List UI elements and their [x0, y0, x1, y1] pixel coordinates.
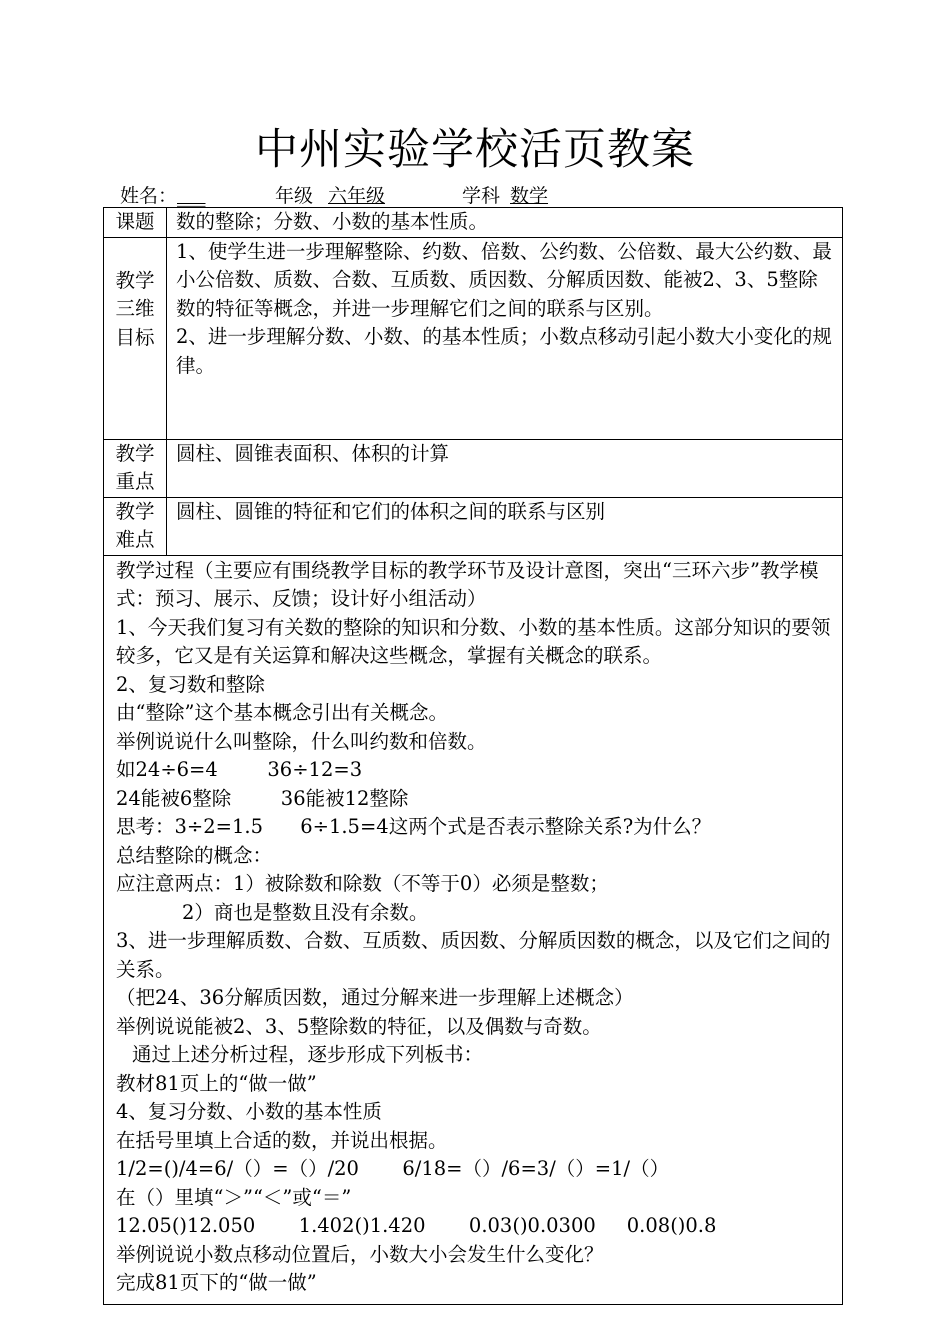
process-paragraph: 1、今天我们复习有关数的整除的知识和分数、小数的基本性质。这部分知识的要领较多，它又是有关运算和解决这些概念，掌握有关概念的联系。 — [116, 615, 831, 667]
process-line: 思考：3÷2=1.5 6÷1.5=4这两个式是否表示整除关系?为什么？ — [116, 815, 712, 838]
lesson-plan-table — [103, 207, 843, 1305]
process-line: 如24÷6=4 36÷12=3 — [116, 758, 363, 781]
process-line: 举例说说什么叫整除，什么叫约数和倍数。 — [116, 729, 487, 753]
process-line: （把24、36分解质因数，通过分解来进一步理解上述概念） — [116, 986, 634, 1009]
process-line: 举例说说能被2、3、5整除数的特征，以及偶数与奇数。 — [116, 1014, 602, 1038]
process-line: 12.05()12.050 1.402()1.420 0.03()0.0300 0.08()0.8 — [116, 1214, 717, 1237]
process-line: 1/2=()/4=6/（）=（）/20 6/18=（）/6=3/（）=1/（） — [116, 1157, 670, 1180]
subject-label: 学科 — [462, 185, 501, 207]
process-line: 完成81页下的“做一做” — [116, 1271, 317, 1294]
key-points-row — [104, 439, 843, 497]
difficulty-row — [104, 497, 843, 555]
process-heading: 教学过程（主要应有围绕教学目标的教学环节及设计意图，突出“三环六步”教学模式：预习、展示、反馈；设计好小组活动） — [116, 558, 819, 610]
process-line: 2）商也是整数且没有余数。 — [182, 900, 429, 924]
page-title: 中州实验学校活页教案 — [255, 125, 695, 175]
goals-label-line: 三维 — [115, 297, 155, 320]
key-points-label-line: 教学 — [115, 441, 155, 465]
process-line: 应注意两点：1）被除数和除数（不等于0）必须是整数； — [116, 872, 609, 895]
difficulty-label-line: 难点 — [115, 528, 155, 551]
process-line: 在括号里填上合适的数，并说出根据。 — [116, 1128, 448, 1152]
process-line: 在（）里填“＞”“＜”或“＝” — [116, 1185, 352, 1209]
process-line: 24能被6整除 36能被12整除 — [116, 786, 409, 810]
difficulty-label-line: 教学 — [115, 499, 155, 523]
process-line: 教材81页上的“做一做” — [116, 1071, 317, 1095]
name-label: 姓名： — [120, 185, 178, 207]
difficulty-content: 圆柱、圆锥的特征和它们的体积之间的联系与区别 — [167, 497, 843, 555]
process-line: 2、复习数和整除 — [116, 672, 265, 696]
goals-row — [104, 237, 843, 439]
grade-label: 年级 — [275, 185, 314, 207]
topic-row — [104, 208, 843, 238]
process-line: 总结整除的概念： — [116, 843, 273, 867]
process-content — [104, 555, 843, 1304]
grade-value: 六年级 — [328, 185, 386, 207]
process-paragraph: 3、进一步理解质数、合数、互质数、质因数、分解质因数的概念，以及它们之间的关系。 — [116, 929, 831, 981]
goals-paragraph-2: 2、进一步理解分数、小数、的基本性质；小数点移动引起小数大小变化的规律。 — [176, 325, 832, 377]
process-row — [104, 555, 843, 1304]
process-line: 举例说说小数点移动位置后，小数大小会发生什么变化？ — [116, 1242, 604, 1266]
key-points-content: 圆柱、圆锥表面积、体积的计算 — [167, 439, 843, 497]
name-value: ___ — [177, 185, 206, 207]
process-line: 4、复习分数、小数的基本性质 — [116, 1100, 382, 1123]
goals-label-line: 目标 — [115, 325, 155, 349]
subject-value: 数学 — [510, 185, 549, 207]
goals-paragraph-1: 1、使学生进一步理解整除、约数、倍数、公约数、公倍数、最大公约数、最小公倍数、质数、合数、互质数、质因数、分解质因数、能被2、3、5整除数的特征等概念，并进一步理解它们之间的联系与区别。 — [176, 239, 832, 320]
goals-label — [104, 237, 167, 439]
key-points-label-line: 重点 — [115, 470, 155, 493]
key-points-label — [104, 439, 167, 497]
goals-label-line: 教学 — [115, 268, 155, 292]
process-line: 通过上述分析过程，逐步形成下列板书： — [132, 1043, 484, 1066]
goals-content — [167, 237, 843, 439]
process-line: 由“整除”这个基本概念引出有关概念。 — [116, 701, 448, 724]
difficulty-label — [104, 497, 167, 555]
topic-content: 数的整除；分数、小数的基本性质。 — [167, 208, 843, 238]
topic-label: 课题 — [104, 208, 167, 238]
